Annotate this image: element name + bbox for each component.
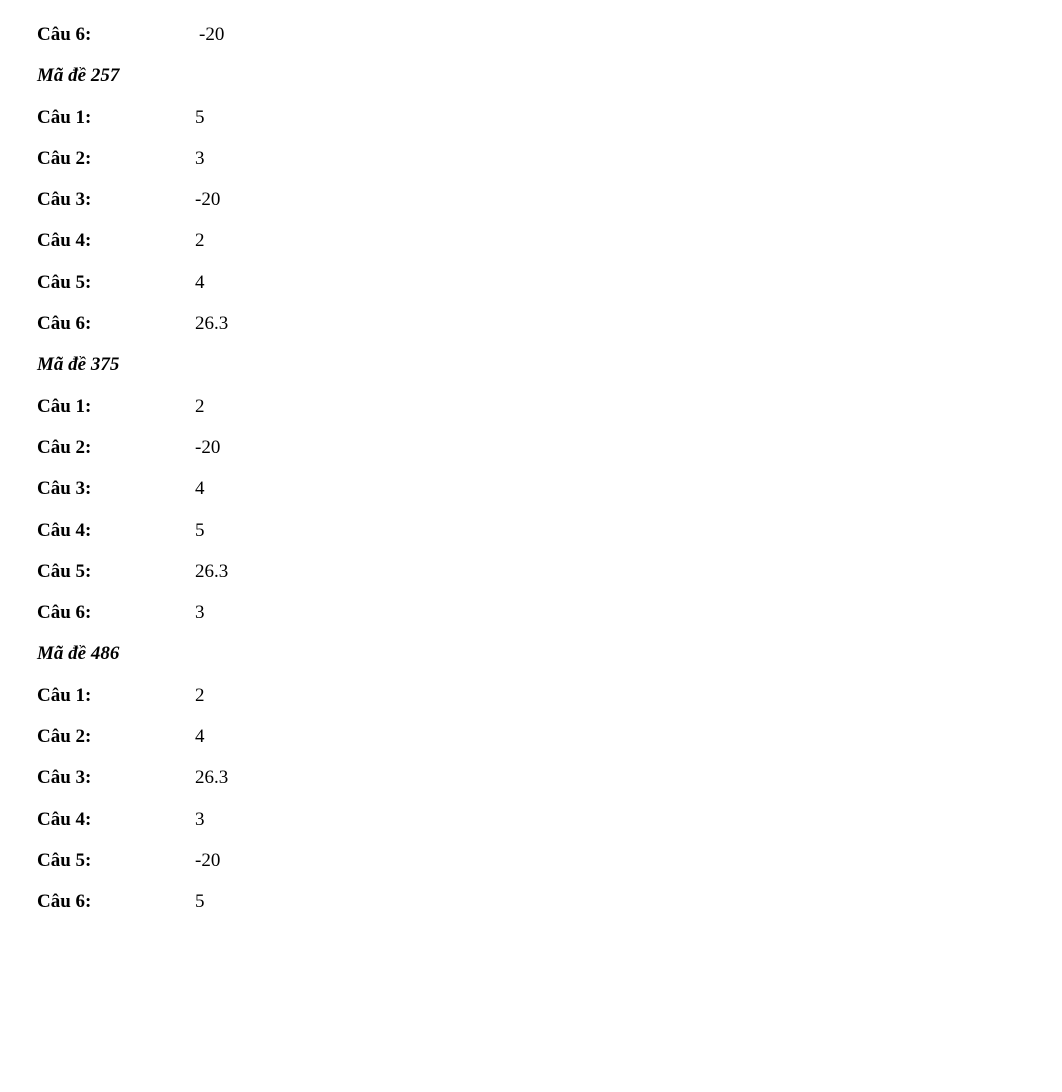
exam-code-title: Mã đề 486: [37, 643, 120, 665]
answer-value: 4: [195, 478, 205, 500]
answer-row: [37, 767, 1017, 808]
answer-row: [37, 478, 1017, 519]
question-label: Câu 1:: [37, 395, 92, 417]
question-label: Câu 3:: [37, 478, 92, 500]
answer-value: -20: [195, 189, 221, 211]
answer-value: 2: [195, 230, 205, 252]
answer-row: [37, 24, 1017, 65]
answer-value: 5: [195, 891, 205, 913]
answer-value: 4: [195, 271, 205, 293]
question-label: Câu 2:: [37, 726, 92, 748]
answer-row: [37, 809, 1017, 850]
answer-row: [37, 685, 1017, 726]
answer-value: 3: [195, 808, 205, 830]
answer-row: [37, 891, 1017, 932]
question-label: Câu 1:: [37, 684, 92, 706]
question-label: Câu 3:: [37, 767, 92, 789]
answer-value: 3: [195, 602, 205, 624]
answer-value: -20: [195, 436, 221, 458]
answer-row: [37, 272, 1017, 313]
question-label: Câu 4:: [37, 519, 92, 541]
answer-key-document: [37, 24, 1017, 933]
question-label: Câu 2:: [37, 436, 92, 458]
answer-row: [37, 107, 1017, 148]
question-label: Câu 5:: [37, 271, 92, 293]
answer-row: [37, 437, 1017, 478]
question-label: Câu 6:: [37, 313, 92, 335]
answer-row: [37, 520, 1017, 561]
answer-value: -20: [195, 849, 221, 871]
question-label: Câu 2:: [37, 147, 92, 169]
question-label: Câu 3:: [37, 189, 92, 211]
exam-code-title: Mã đề 257: [37, 65, 120, 87]
answer-row: [37, 726, 1017, 767]
answer-value: 5: [195, 519, 205, 541]
answer-row: [37, 396, 1017, 437]
exam-code-title: Mã đề 375: [37, 354, 120, 376]
question-label: Câu 5:: [37, 560, 92, 582]
question-label: Câu 4:: [37, 230, 92, 252]
answer-row: [37, 602, 1017, 643]
answer-value: -20: [199, 24, 225, 45]
section-heading: [37, 65, 1017, 106]
answer-row: [37, 189, 1017, 230]
answer-value: 3: [195, 147, 205, 169]
answer-row: [37, 230, 1017, 271]
answer-row: [37, 561, 1017, 602]
question-label: Câu 5:: [37, 849, 92, 871]
answer-row: [37, 850, 1017, 891]
answer-row: [37, 313, 1017, 354]
question-label: Câu 4:: [37, 808, 92, 830]
answer-value: 26.3: [195, 767, 229, 789]
answer-value: 2: [195, 395, 205, 417]
section-heading: [37, 643, 1017, 684]
answer-value: 26.3: [195, 313, 229, 335]
answer-value: 4: [195, 726, 205, 748]
answer-value: 2: [195, 684, 205, 706]
question-label: Câu 6:: [37, 602, 92, 624]
question-label: Câu 6:: [37, 24, 92, 45]
question-label: Câu 1:: [37, 106, 92, 128]
question-label: Câu 6:: [37, 891, 92, 913]
answer-row: [37, 148, 1017, 189]
answer-value: 26.3: [195, 560, 229, 582]
section-heading: [37, 354, 1017, 395]
answer-value: 5: [195, 106, 205, 128]
